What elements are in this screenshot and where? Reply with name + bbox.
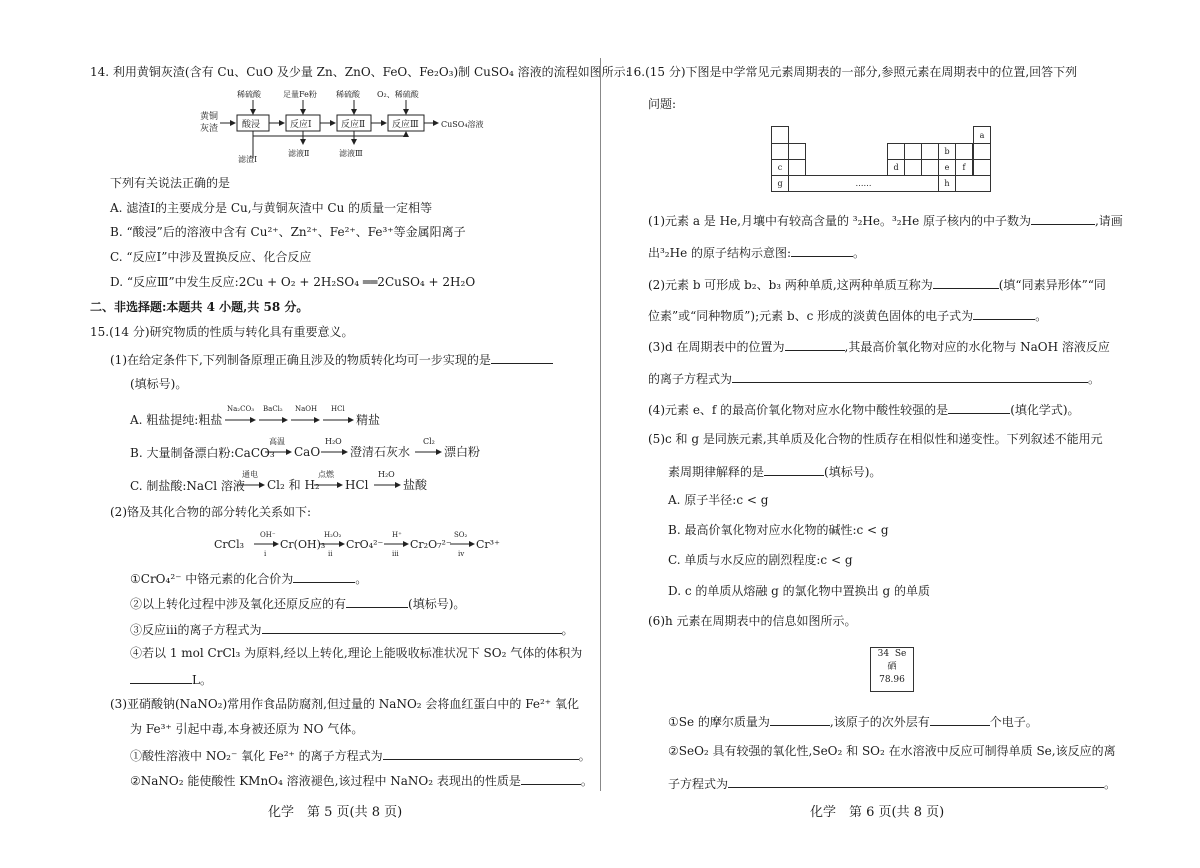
svg-text:盐酸: 盐酸: [403, 478, 428, 492]
q16-stem-line1: 16.(15 分)下图是中学常见元素周期表的一部分,参照元素在周期表中的位置,回答下列: [626, 65, 1078, 79]
q16-1-line1: (1)元素 a 是 He,月壤中有较高含量的 ³₂He。³₂He 原子核内的中子数为 ,请画: [648, 214, 1123, 228]
q15-stem: 15.(14 分)研究物质的性质与转化具有重要意义。: [90, 325, 354, 339]
svg-text:H⁺: H⁺: [392, 531, 402, 539]
pt-cell-h: h: [938, 175, 956, 192]
svg-text:滤液Ⅲ: 滤液Ⅲ: [339, 149, 363, 158]
q14-option-a: A. 滤渣Ⅰ的主要成分是 Cu,与黄铜灰渣中 Cu 的质量一定相等: [110, 201, 433, 215]
svg-text:Na₂CO₃: Na₂CO₃: [227, 405, 255, 413]
q15-2-3: ③反应iii的离子方程式为 。: [130, 623, 574, 637]
pt-cell-b: b: [938, 143, 956, 160]
page-footer-right: 化学 第 6 页(共 8 页): [810, 805, 945, 820]
q15-3-line1: (3)亚硝酸钠(NaNO₂)常用作食品防腐剂,但过量的 NaNO₂ 会将血红蛋白中的 Fe²⁺ 氧化: [110, 697, 579, 711]
svg-text:高温: 高温: [269, 437, 285, 446]
svg-text:点燃: 点燃: [318, 470, 334, 479]
svg-text:SO₂: SO₂: [454, 531, 468, 539]
q16-5-option-d: D. c 的单质从熔融 g 的氯化物中置换出 g 的单质: [668, 584, 930, 598]
q14-option-c: C. “反应Ⅰ”中涉及置换反应、化合反应: [110, 250, 312, 264]
pt-cell-g: g: [771, 175, 789, 192]
svg-text:通电: 通电: [242, 470, 258, 479]
flow-chart: [190, 86, 510, 166]
q15-2-2: ②以上转化过程中涉及氧化还原反应的有 (填标号)。: [130, 597, 466, 611]
q15-option-b-arrows: [265, 435, 481, 459]
svg-text:稀硫酸: 稀硫酸: [336, 90, 360, 99]
pt-cell-c: c: [771, 159, 789, 176]
q15-option-a-arrows: [225, 402, 360, 424]
svg-text:酸浸: 酸浸: [242, 120, 261, 130]
cr-chain: [214, 528, 504, 562]
svg-text:Cr³⁺: Cr³⁺: [476, 538, 500, 551]
q16-5-option-c: C. 单质与水反应的剧烈程度:c < g: [668, 553, 853, 567]
q16-2-line1: (2)元素 b 可形成 b₂、b₃ 两种单质,这两种单质互称为 (填“同素异形体”“同: [648, 278, 1106, 292]
q16-1-line2: 出³₂He 的原子结构示意图: 。: [648, 246, 866, 260]
svg-text:BaCl₂: BaCl₂: [263, 405, 283, 413]
svg-text:HCl: HCl: [331, 405, 345, 413]
q16-6-1: ①Se 的摩尔质量为 ,该原子的次外层有 个电子。: [668, 715, 1038, 729]
pt-cell-f: f: [955, 159, 973, 176]
q15-option-b: B. 大量制备漂白粉:CaCO₃: [130, 446, 275, 460]
q15-2-4-line2: L。: [130, 672, 212, 686]
svg-text:CaO: CaO: [294, 445, 321, 459]
q15-2-1: ①CrO₄²⁻ 中铬元素的化合价为 。: [130, 572, 368, 586]
svg-text:Cl₂ 和 H₂: Cl₂ 和 H₂: [267, 478, 320, 492]
svg-text:H₂O: H₂O: [378, 470, 395, 479]
q15-2-stem: (2)铬及其化合物的部分转化关系如下:: [110, 505, 312, 519]
section-2-title: 二、非选择题:本题共 4 小题,共 58 分。: [90, 300, 309, 314]
q16-6-stem: (6)h 元素在周期表中的信息如图所示。: [648, 614, 857, 628]
flow-product: CuSO₄溶液: [441, 120, 484, 129]
q16-5-option-a: A. 原子半径:c < g: [668, 493, 769, 507]
svg-text:反应Ⅰ: 反应Ⅰ: [290, 120, 312, 130]
q16-stem-line2: 问题:: [648, 97, 677, 111]
q15-3-2: ②NaNO₂ 能使酸性 KMnO₄ 溶液褪色,该过程中 NaNO₂ 表现出的性质是 。: [130, 774, 593, 788]
q15-3-line2: 为 Fe³⁺ 引起中毒,本身被还原为 NO 气体。: [130, 722, 364, 736]
svg-text:稀硫酸: 稀硫酸: [237, 90, 261, 99]
svg-text:反应Ⅱ: 反应Ⅱ: [341, 120, 366, 130]
flow-raw-1: 黄铜: [200, 112, 219, 122]
q15-3-1: ①酸性溶液中 NO₂⁻ 氧化 Fe²⁺ 的离子方程式为 。: [130, 749, 591, 763]
page-footer-left: 化学 第 5 页(共 8 页): [268, 805, 403, 820]
svg-text:滤液Ⅱ: 滤液Ⅱ: [288, 149, 310, 158]
svg-text:CrO₄²⁻: CrO₄²⁻: [346, 538, 384, 551]
q15-1-line2: (填标号)。: [130, 377, 188, 391]
svg-text:ii: ii: [328, 550, 333, 558]
periodic-table-fragment: [771, 126, 991, 192]
q16-2-line2: 位素”或“同种物质”);元素 b、c 形成的淡黄色固体的电子式为 。: [648, 309, 1048, 323]
q15-2-4-line1: ④若以 1 mol CrCl₃ 为原料,经以上转化,理论上能吸收标准状况下 SO₂ 气体的体积为: [130, 646, 583, 660]
svg-text:Cr(OH)₃: Cr(OH)₃: [280, 538, 326, 551]
q15-option-c-arrows: [238, 468, 438, 492]
q16-4: (4)元素 e、f 的最高价氧化物对应水化物中酸性较强的是 (填化学式)。: [648, 403, 1080, 417]
svg-text:滤渣Ⅰ: 滤渣Ⅰ: [238, 155, 258, 164]
svg-text:Cr₂O₇²⁻: Cr₂O₇²⁻: [410, 538, 452, 551]
svg-text:Cl₂: Cl₂: [423, 437, 435, 446]
svg-text:iv: iv: [458, 550, 465, 558]
svg-text:H₂O₂: H₂O₂: [324, 531, 342, 539]
svg-text:NaOH: NaOH: [295, 405, 318, 413]
q16-6-2-line1: ②SeO₂ 具有较强的氧化性,SeO₂ 和 SO₂ 在水溶液中反应可制得单质 Se,该反应的离: [668, 744, 1116, 758]
q14-option-b: B. “酸浸”后的溶液中含有 Cu²⁺、Zn²⁺、Fe²⁺、Fe³⁺等金属阳离子: [110, 225, 466, 239]
q16-3-line2: 的离子方程式为 。: [648, 372, 1101, 386]
svg-text:iii: iii: [392, 550, 399, 558]
svg-text:OH⁻: OH⁻: [260, 531, 276, 539]
q14-prompt: 下列有关说法正确的是: [110, 176, 231, 190]
svg-text:O₂、稀硫酸: O₂、稀硫酸: [377, 90, 419, 99]
svg-text:澄清石灰水: 澄清石灰水: [350, 445, 411, 459]
pt-cell-e: e: [938, 159, 956, 176]
q14-stem: 14. 利用黄铜灰渣(含有 Cu、CuO 及少量 Zn、ZnO、FeO、Fe₂O₃)制 CuSO₄ 溶液的流程如图所示:: [90, 65, 630, 79]
flow-raw-2: 灰渣: [200, 124, 219, 134]
q15-option-c: C. 制盐酸:NaCl 溶液: [130, 479, 245, 493]
svg-text:H₂O: H₂O: [325, 437, 342, 446]
q15-option-a-product: 精盐: [356, 413, 381, 427]
svg-text:CrCl₃: CrCl₃: [214, 538, 245, 551]
pt-cell-a: a: [973, 126, 991, 144]
q16-3-line1: (3)d 在周期表中的位置为 ,其最高价氧化物对应的水化物与 NaOH 溶液反应: [648, 340, 1110, 354]
svg-text:漂白粉: 漂白粉: [444, 445, 481, 459]
svg-text:i: i: [264, 550, 267, 558]
svg-text:足量Fe粉: 足量Fe粉: [283, 90, 317, 99]
se-element-box: 34 Se 硒 78.96: [870, 647, 914, 692]
q16-5-line2: 素周期律解释的是 (填标号)。: [668, 465, 882, 479]
column-divider: [600, 58, 601, 791]
q16-6-2-line2: 子方程式为 。: [668, 777, 1117, 791]
q15-option-a: A. 粗盐提纯:粗盐: [130, 413, 223, 427]
q16-5-option-b: B. 最高价氧化物对应水化物的碱性:c < g: [668, 523, 889, 537]
pt-cell-d: d: [887, 159, 905, 176]
svg-text:HCl: HCl: [345, 478, 369, 492]
q15-1-line1: (1)在给定条件下,下列制备原理正确且涉及的物质转化均可一步实现的是: [110, 352, 553, 366]
svg-text:反应Ⅲ: 反应Ⅲ: [392, 120, 419, 130]
pt-cell-dots: ……: [788, 175, 939, 192]
q16-5-line1: (5)c 和 g 是同族元素,其单质及化合物的性质存在相似性和递变性。下列叙述不能用元: [648, 432, 1103, 446]
q14-option-d: D. “反应Ⅲ”中发生反应:2Cu + O₂ + 2H₂SO₄ ══2CuSO₄ + 2H₂O: [110, 275, 476, 289]
